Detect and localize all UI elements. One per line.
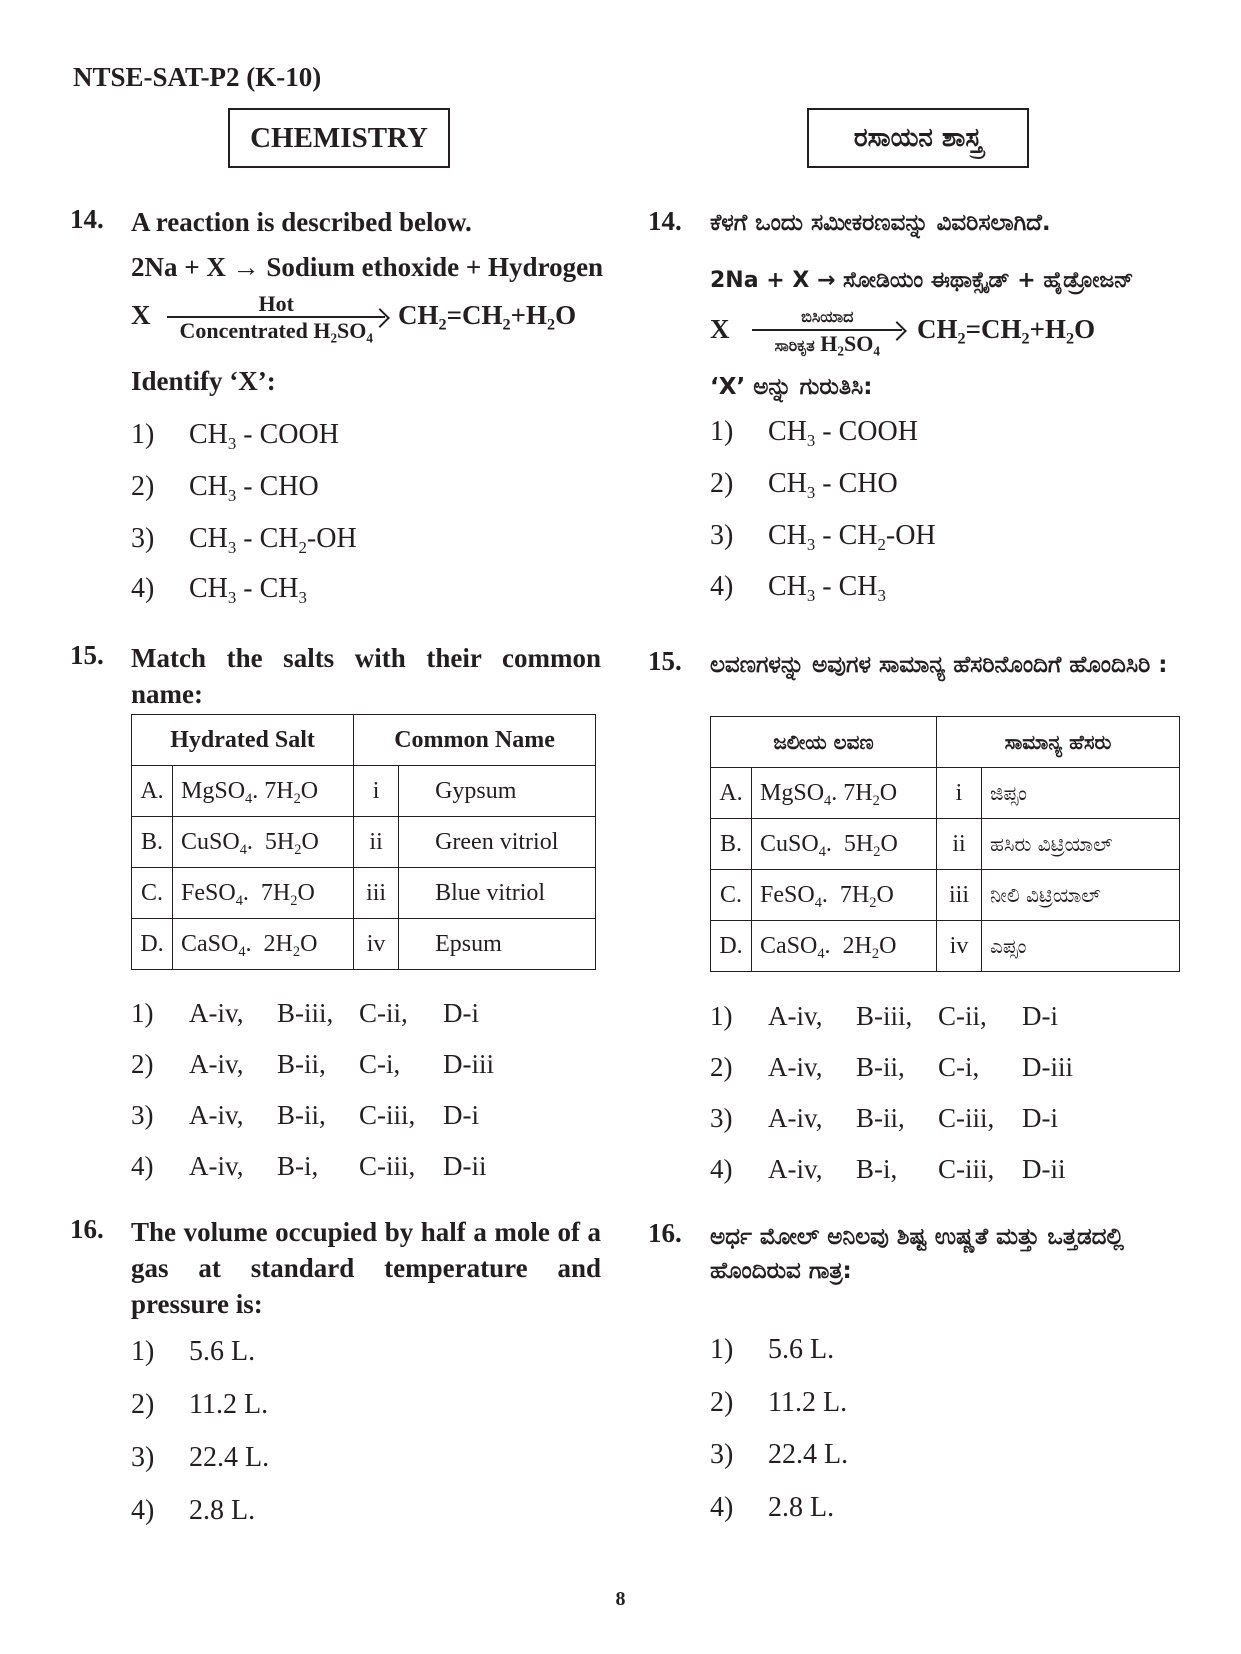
q15-text-kannada: ಲವಣಗಳನ್ನು ಅವುಗಳ ಸಾಮಾನ್ಯ ಹೆಸರಿನೊಂದಿಗೆ ಹೊಂದಿಸಿರಿ : [710, 652, 1168, 678]
table-row: A. MgSO$_4$. $7H_2O$ i ಜಿಪ್ಸಂ [711, 768, 1180, 819]
q16-option-3[interactable]: 3) 22.4 L. [131, 1442, 270, 1473]
table-row: D. CaSO$_4$. $2H_2O$ iv ಎಪ್ಸಂ [711, 921, 1180, 972]
q16-option-4[interactable]: 4) 2.8 L. [131, 1495, 256, 1526]
q15-text: Match the salts with their common name: [131, 643, 601, 709]
q15-number: 15. [70, 640, 104, 670]
reaction-arrow [167, 292, 385, 344]
q16-option-2-kannada[interactable]: 2) 11.2 L. [710, 1387, 848, 1418]
reaction-product: $CH_2=CH_2+H_2O$ [398, 300, 577, 334]
arrow-condition-top: Hot [258, 291, 294, 316]
header-common-name: Common Name [354, 715, 596, 766]
q14-equation-1: 2Na + X → Sodium ethoxide + Hydrogen [131, 252, 604, 282]
table-row: D. CaSO$_4$. $2H_2O$ iv Epsum [132, 919, 596, 970]
reactant-x: X [710, 314, 730, 345]
q14-number-kannada: 14. [648, 206, 682, 236]
q16-number-kannada: 16. [648, 1218, 682, 1248]
table-row: C. FeSO$_4$. $7H_2O$ iii Blue vitriol [132, 868, 596, 919]
q15-option-4[interactable]: 4) A-iv, B-i, C-iii, D-ii [131, 1151, 487, 1181]
arrow-condition-top: ಬಿಸಿಯಾದ [801, 307, 854, 326]
q16-option-3-kannada[interactable]: 3) 22.4 L. [710, 1439, 849, 1470]
page-number: 8 [615, 1588, 626, 1610]
q14-ask: Identify ‘X’: [131, 366, 276, 396]
q16-text: The volume occupied by half a mole of a gas at standard temperature and pressure is: [131, 1217, 601, 1319]
table-row: B. CuSO$_4$. $5H_2O$ ii ಹಸಿರು ವಿಟ್ರಿಯಾಲ್ [711, 819, 1180, 870]
table-row: A. MgSO$_4$. $7H_2O$ i Gypsum [132, 766, 596, 817]
reaction-arrow [752, 305, 902, 359]
q15-option-3[interactable]: 3) A-iv, B-ii, C-iii, D-i [131, 1100, 479, 1130]
q15-option-4-kannada[interactable]: 4) A-iv, B-i, C-iii, D-ii [710, 1154, 1066, 1184]
q15-option-1[interactable]: 1) A-iv, B-iii, C-ii, D-i [131, 998, 479, 1028]
reactant-x: X [131, 300, 151, 331]
match-table-kannada [710, 716, 1180, 972]
q14-equation-1-kannada: 2Na + X → ಸೋಡಿಯಂ ಈಥಾಕ್ಸೈಡ್ + ಹೈಡ್ರೋಜನ್ [710, 268, 1134, 293]
q16-option-1-kannada[interactable]: 1) 5.6 L. [710, 1334, 835, 1365]
q14-ask-kannada: ‘X’ ಅನ್ನು ಗುರುತಿಸಿ: [710, 374, 873, 400]
q14-option-4[interactable]: 4) $CH_3 - CH_3$ [131, 573, 307, 607]
arrow-condition-bottom: ಸಾರಿಕೃತ $H_2SO_4$ [774, 331, 880, 359]
q15-option-3-kannada[interactable]: 3) A-iv, B-ii, C-iii, D-i [710, 1103, 1058, 1133]
q14-option-3-kannada[interactable]: 3) $CH_3 - CH_2-OH$ [710, 520, 936, 554]
q16-number: 16. [70, 1214, 104, 1244]
q14-option-1-kannada[interactable]: 1) $CH_3$ - COOH [710, 416, 918, 450]
q16-option-4-kannada[interactable]: 4) 2.8 L. [710, 1492, 835, 1523]
q14-option-2[interactable]: 2) $CH_3$ - CHO [131, 471, 319, 505]
q14-equation-2 [131, 292, 576, 344]
q14-option-2-kannada[interactable]: 2) $CH_3$ - CHO [710, 468, 898, 502]
q14-option-1[interactable]: 1) $CH_3$ - COOH [131, 419, 339, 453]
header-common-name: ಸಾಮಾನ್ಯ ಹೆಸರು [937, 717, 1180, 768]
q15-option-2-kannada[interactable]: 2) A-iv, B-ii, C-i, D-iii [710, 1052, 1073, 1082]
q14-equation-2-kannada [710, 305, 1095, 359]
exam-header: NTSE-SAT-P2 (K-10) [73, 62, 322, 92]
table-row: B. CuSO$_4$. $5H_2O$ ii Green vitriol [132, 817, 596, 868]
reaction-product: $CH_2=CH_2+H_2O$ [917, 314, 1096, 348]
q16-text-kannada: ಅರ್ಧ ಮೋಲ್ ಅನಿಲವು ಶಿಷ್ಟ ಉಷ್ಣತೆ ಮತ್ತು ಒತ್ತಡದಲ್ಲಿ ಹೊಂದಿರುವ ಗಾತ್ರ: [710, 1224, 1124, 1284]
q15-option-2[interactable]: 2) A-iv, B-ii, C-i, D-iii [131, 1049, 494, 1079]
header-hydrated-salt: Hydrated Salt [132, 715, 354, 766]
q14-number: 14. [70, 204, 104, 234]
q14-text-kannada: ಕೆಳಗೆ ಒಂದು ಸಮೀಕರಣವನ್ನು ವಿವರಿಸಲಾಗಿದೆ. [710, 210, 1051, 236]
q16-option-1[interactable]: 1) 5.6 L. [131, 1336, 256, 1367]
q15-number-kannada: 15. [648, 646, 682, 676]
section-title-english: CHEMISTRY [228, 108, 450, 168]
section-title-kannada: ರಸಾಯನ ಶಾಸ್ತ್ರ [807, 108, 1029, 168]
q15-option-1-kannada[interactable]: 1) A-iv, B-iii, C-ii, D-i [710, 1001, 1058, 1031]
arrow-condition-bottom: Concentrated $H_2SO_4$ [179, 318, 373, 346]
q14-option-3[interactable]: 3) $CH_3 - CH_2-OH$ [131, 523, 357, 557]
q14-text: A reaction is described below. [131, 207, 472, 237]
q16-option-2[interactable]: 2) 11.2 L. [131, 1389, 269, 1420]
table-row: C. FeSO$_4$. $7H_2O$ iii ನೀಲಿ ವಿಟ್ರಿಯಾಲ್ [711, 870, 1180, 921]
header-hydrated-salt: ಜಲೀಯ ಲವಣ [711, 717, 937, 768]
q14-option-4-kannada[interactable]: 4) $CH_3 - CH_3$ [710, 571, 886, 605]
match-table-english [131, 714, 596, 970]
